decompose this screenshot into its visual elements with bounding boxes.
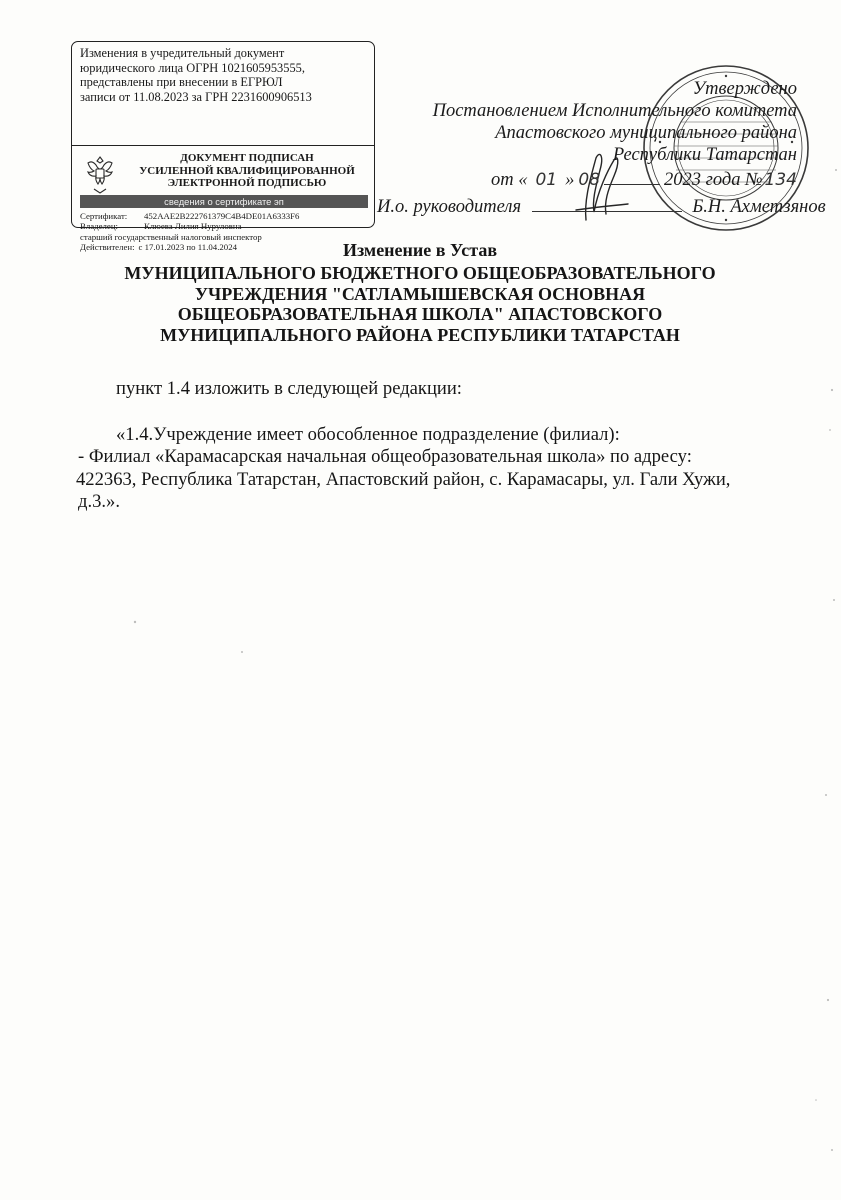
clause-line: д.3.». (78, 491, 120, 512)
validity-label: Действителен: (80, 242, 135, 253)
approval-authority: Апастовского муниципального района (495, 123, 797, 143)
registration-line: юридического лица ОГРН 1021605953555, (80, 60, 305, 75)
clause-line: - Филиал «Карамасарская начальная общеобразовательная школа» по адресу: (78, 446, 692, 467)
certificate-info-bar: сведения о сертификате эп (80, 195, 368, 208)
institution-name-line: ОБЩЕОБРАЗОВАТЕЛЬНАЯ ШКОЛА" АПАСТОВСКОГО (177, 304, 663, 324)
head-name: Б.Н. Ахметзянов (692, 197, 826, 217)
approval-block (377, 78, 826, 218)
institution-name (60, 263, 780, 345)
certificate-number: 452AAE2B222761379C4B4DE01A6333F6 (144, 211, 300, 221)
date-quote: » (565, 170, 575, 190)
institution-name-line: МУНИЦИПАЛЬНОГО РАЙОНА РЕСПУБЛИКИ ТАТАРСТАН (160, 324, 680, 345)
handwritten-number: 134 (764, 170, 797, 190)
registration-line: Изменения в учредительный документ (80, 46, 285, 60)
signature-underline (532, 195, 682, 212)
validity-period: с 17.01.2023 по 11.04.2024 (138, 242, 237, 253)
amendment-intro: пункт 1.4 изложить в следующей редакции: (116, 378, 462, 399)
institution-name-line: МУНИЦИПАЛЬНОГО БЮДЖЕТНОГО ОБЩЕОБРАЗОВАТЕЛЬНОГО (124, 263, 716, 283)
registration-divider (72, 145, 374, 146)
owner-label: Владелец: (80, 221, 118, 232)
approval-decree: Постановлением Исполнительного комитета (432, 101, 797, 121)
title-heading: Изменение в Устав (342, 240, 498, 260)
signed-line: ДОКУМЕНТ ПОДПИСАН (180, 152, 314, 164)
signed-line: ЭЛЕКТРОННОЙ ПОДПИСЬЮ (167, 177, 327, 190)
owner-row (80, 221, 370, 231)
registration-line: представлены при внесении в ЕГРЮЛ (80, 75, 283, 90)
approved-label: Утверждено (692, 79, 797, 99)
clause-line: 422363, Республика Татарстан, Апастовский район, с. Карамасары, ул. Гали Хужи, (76, 468, 731, 490)
registration-stamp-box (71, 41, 375, 253)
coat-of-arms-icon (80, 153, 120, 197)
handwritten-month: 08 (578, 170, 601, 190)
approval-date-line (377, 168, 797, 191)
signed-line: УСИЛЕННОЙ КВАЛИФИЦИРОВАННОЙ (139, 164, 355, 177)
clause-line: «1.4.Учреждение имеет обособленное подразделение (филиал): (116, 423, 620, 445)
handwritten-day: 01 (535, 170, 558, 190)
approval-republic: Республики Татарстан (612, 145, 797, 165)
certificate-row (80, 211, 370, 221)
document-title (60, 240, 780, 345)
paragraph-gap (78, 401, 790, 424)
date-prefix: от « (490, 170, 528, 190)
acting-head-label: И.о. руководителя (377, 197, 522, 217)
date-year: 2023 года № (664, 170, 763, 190)
signed-notice (120, 152, 374, 190)
registration-note (80, 46, 370, 104)
document-body (78, 378, 790, 514)
owner-position: старший государственный налоговый инспектор (80, 231, 262, 242)
acting-head-line (377, 195, 826, 218)
registration-line: записи от 11.08.2023 за ГРН 2231600906513 (80, 89, 312, 104)
date-underline (604, 168, 660, 185)
institution-name-line: УЧРЕЖДЕНИЯ "САТЛАМЫШЕВСКАЯ ОСНОВНАЯ (194, 283, 646, 304)
certificate-label: Сертификат: (80, 211, 128, 221)
owner-name: Клюева Лилия Нуруловна (144, 221, 242, 232)
